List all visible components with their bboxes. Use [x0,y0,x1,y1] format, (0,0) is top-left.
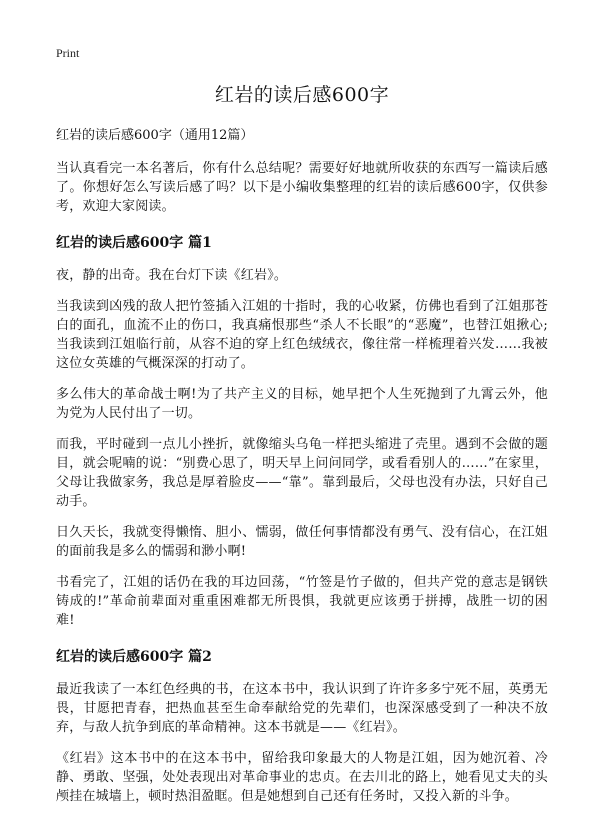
section-1 [56,234,548,630]
section-heading: 红岩的读后感600字 篇2 [56,649,212,665]
section-2 [56,648,548,806]
paragraph: 日久天长，我就变得懒惰、胆小、懦弱，做任何事情都没有勇气、没有信心，在江姐的面前我是多么的懦弱和渺小啊! [56,525,548,559]
paragraph: 而我，平时碰到一点儿小挫折，就像缩头乌龟一样把头缩进了壳里。遇到不会做的题目，就会呢喃的说：“别费心思了，明天早上问问同学，或看看别人的……”在家里，父母让我做家务，我总是厚着脸皮——“靠”。靠到最后，父母也没有办法，只好自己动手。 [56,437,548,509]
page-title: 红岩的读后感600字 [214,84,390,106]
document-subtitle: 红岩的读后感600字（通用12篇） [56,128,254,143]
paragraph: 当我读到凶残的敌人把竹签插入江姐的十指时，我的心收紧，仿佛也看到了江姐那苍白的面孔，血流不止的伤口，我真痛恨那些“杀人不长眼”的“恶魔”，也替江姐揪心;当我读到江姐临行前，从容不迫的穿上红色绒绒衣，像往常一样梳理着兴发……我被这位女英雄的气概深深的打动了。 [56,299,548,371]
print-link[interactable]: Print [56,46,80,60]
section-heading: 红岩的读后感600字 篇1 [56,235,212,251]
intro-paragraph: 当认真看完一本名著后，你有什么总结呢？需要好好地就所收获的东西写一篇读后感了。你想好怎么写读后感了吗？以下是小编收集整理的红岩的读后感600字，仅供参考，欢迎大家阅读。 [56,161,548,214]
paragraph: 《红岩》这本书中的在这本书中，留给我印象最大的人物是江姐，因为她沉着、冷静、勇敢、坚强，处处表现出对革命事业的忠贞。在去川北的路上，她看见丈夫的头颅挂在城墙上，顿时热泪盈眶。但是她想到自己还有任务时，又投入新的斗争。 [56,751,548,804]
paragraph: 书看完了，江姐的话仍在我的耳边回荡，“竹签是竹子做的，但共产党的意志是钢铁铸成的!”革命前辈面对重重困难都无所畏惧，我就更应该勇于拼搏，战胜一切的困难! [56,575,548,628]
document-body [56,80,548,818]
paragraph: 夜，静的出奇。我在台灯下读《红岩》。 [56,268,288,283]
paragraph: 最近我读了一本红色经典的书，在这本书中，我认识到了许许多多宁死不屈，英勇无畏，甘愿把青春，把热血甚至生命奉献给党的先辈们，也深深感受到了一种决不放弃，与敌人抗争到底的革命精神。这本书就是——《红岩》。 [56,682,548,735]
paragraph: 多么伟大的革命战士啊!为了共产主义的目标，她早把个人生死抛到了九霄云外，他为党为人民付出了一切。 [56,387,548,421]
